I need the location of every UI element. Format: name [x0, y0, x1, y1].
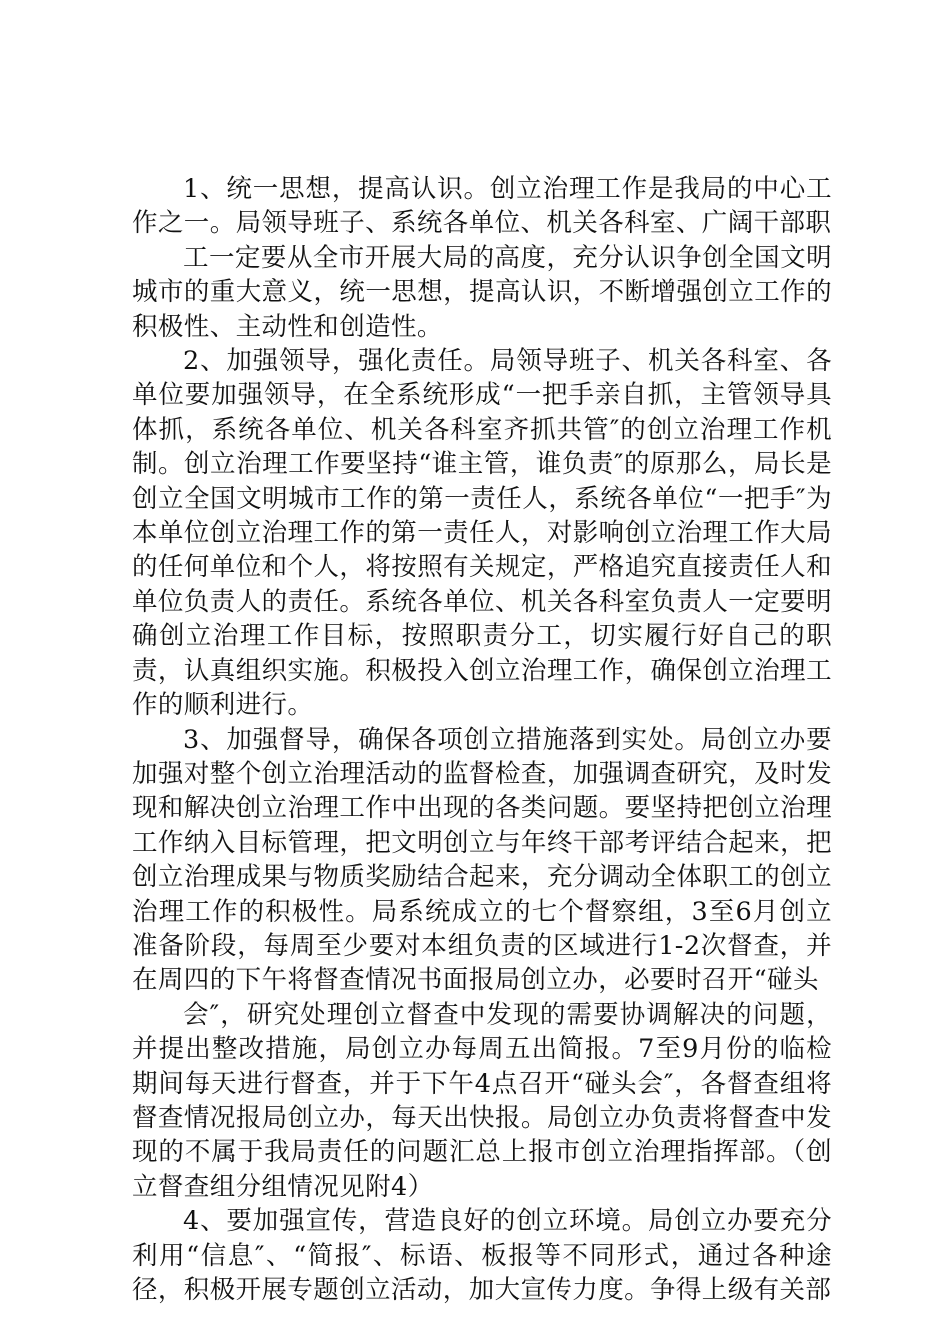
paragraph-1-continued: 工一定要从全市开展大局的高度，充分认识争创全国文明城市的重大意义，统一思想，提高认识，不断增强创立工作的积极性、主动性和创造性。 [132, 242, 832, 342]
paragraph-2: 2、加强领导，强化责任。局领导班子、机关各科室、各单位要加强领导，在全系统形成“一把手亲自抓，主管领导具体抓，系统各单位、机关各科室齐抓共管″的创立治理工作机制。创立治理工作要坚持“谁主管，谁负责″的原那么，局长是创立全国文明城市工作的第一责任人，系统各单位“一把手″为本单位创立治理工作的第一责任人，对影响创立治理工作大局的任何单位和个人，将按照有关规定，严格追究直接责任人和单位负责人的责任。系统各单位、机关各科室负责人一定要明确创立治理工作目标，按照职责分工，切实履行好自己的职责，认真组织实施。积极投入创立治理工作，确保创立治理工作的顺利进行。 [132, 346, 832, 721]
paragraph-1: 1、统一思想，提高认识。创立治理工作是我局的中心工作之一。局领导班子、系统各单位、机关各科室、广阔干部职 [132, 174, 832, 239]
document-body [132, 172, 832, 1307]
paragraph-3: 3、加强督导，确保各项创立措施落到实处。局创立办要加强对整个创立治理活动的监督检查，加强调查研究，及时发现和解决创立治理工作中出现的各类问题。要坚持把创立治理工作纳入目标管理，把文明创立与年终干部考评结合起来，把创立治理成果与物质奖励结合起来，充分调动全体职工的创立治理工作的积极性。局系统成立的七个督察组，3至6月创立准备阶段，每周至少要对本组负责的区域进行1-2次督查，并在周四的下午将督查情况书面报局创立办，必要时召开“碰头 [132, 724, 832, 996]
paragraph-3-continued: 会″，研究处理创立督查中发现的需要协调解决的问题，并提出整改措施，局创立办每周五出简报。7至9月份的临检期间每天进行督查，并于下午4点召开“碰头会″，各督查组将督查情况报局创立办，每天出快报。局创立办负责将督查中发现的不属于我局责任的问题汇总上报市创立治理指挥部。（创立督查组分组情况见附4） [132, 999, 832, 1202]
paragraph-4: 4、要加强宣传，营造良好的创立环境。局创立办要充分利用“信息″、“简报″、标语、板报等不同形式，通过各种途径，积极开展专题创立活动，加大宣传力度。争得上级有关部 [132, 1206, 832, 1305]
